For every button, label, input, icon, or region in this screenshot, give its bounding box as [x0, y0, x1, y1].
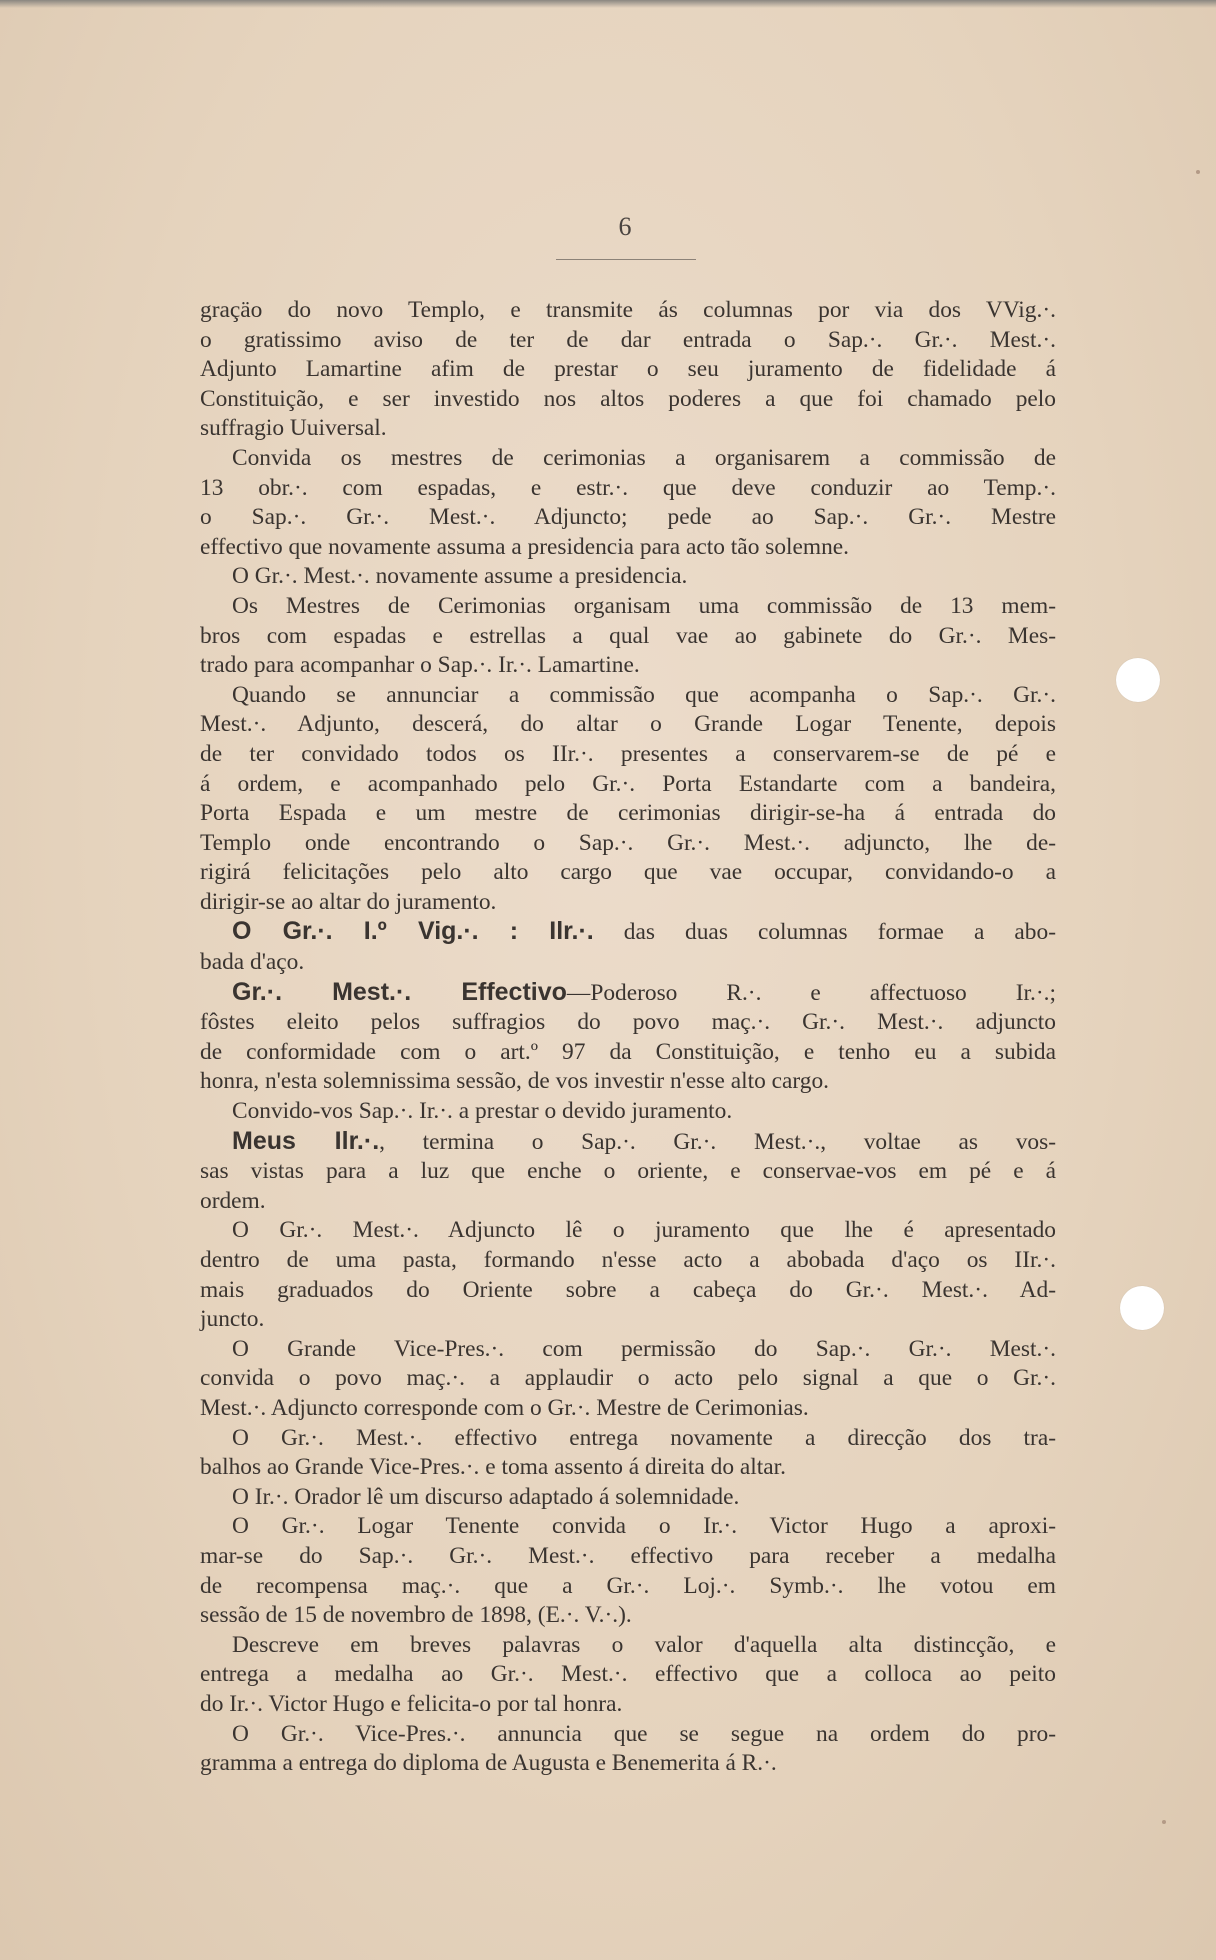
text-line: O Gr.·. Mest.·. effectivo entrega novamente a direcção dos tra- [232, 1424, 1056, 1451]
text-line: Mest.·. Adjuncto corresponde com o Gr.·. Mestre de Cerimonias. [200, 1394, 809, 1421]
text-line: sessão de 15 de novembro de 1898, (E.·. V.·.). [200, 1602, 632, 1629]
text-line [200, 1127, 1056, 1158]
paragraph [200, 444, 1056, 562]
text-line: O Gr.·. Mest.·. novamente assume a presidencia. [232, 563, 688, 590]
text-line: de recompensa maç.·. que a Gr.·. Loj.·. Symb.·. lhe votou em [200, 1572, 1056, 1599]
text-line: dirigir-se ao altar do juramento. [200, 888, 497, 915]
text-line: Constituição, e ser investido nos altos poderes a que foi chamado pelo [200, 385, 1056, 412]
text-line: de ter convidado todos os IIr.·. presentes a conservarem-se de pé e [200, 740, 1056, 767]
paragraph [200, 1483, 1056, 1513]
paragraph [200, 1127, 1056, 1217]
text-line: 13 obr.·. com espadas, e estr.·. que deve conduzir ao Temp.·. [200, 474, 1056, 501]
text-line: bros com espadas e estrellas a qual vae ao gabinete do Gr.·. Mes- [200, 622, 1056, 649]
text-line: de conformidade com o art.º 97 da Constituição, e tenho eu a subida [200, 1038, 1056, 1065]
paragraph [200, 1424, 1056, 1483]
paragraph [200, 978, 1056, 1097]
text-line: bada d'aço. [200, 949, 305, 976]
text-line: mar-se do Sap.·. Gr.·. Mest.·. effectivo para receber a medalha [200, 1542, 1056, 1569]
speaker-label: Gr.·. Mest.·. Effectivo [232, 977, 567, 1006]
text-line: dentro de uma pasta, formando n'esse acto a abobada d'aço os IIr.·. [200, 1247, 1056, 1273]
text-line: Os Mestres de Cerimonias organisam uma commissão de 13 mem- [232, 592, 1056, 619]
text-line: O Gr.·. Vice-Pres.·. annuncia que se segue na ordem do pro- [232, 1720, 1056, 1747]
paragraph [200, 1720, 1056, 1779]
text-line: suffragio Uuiversal. [200, 415, 387, 442]
text-line: ordem. [200, 1187, 266, 1214]
text-line: á ordem, e acompanhado pelo Gr.·. Porta Estandarte com a bandeira, [200, 770, 1056, 797]
text-line: gramma a entrega do diploma de Augusta e Benemerita á R.·. [200, 1750, 777, 1777]
text-line: O Grande Vice-Pres.·. com permissão do Sap.·. Gr.·. Mest.·. [232, 1335, 1056, 1362]
paragraph [200, 1335, 1056, 1424]
line-text: das duas columnas formae a abo- [593, 919, 1056, 946]
paragraph [200, 1097, 1056, 1127]
text-line: trado para acompanhar o Sap.·. Ir.·. Lamartine. [200, 652, 640, 679]
page-number-rule [556, 259, 696, 260]
text-line: entrega a medalha ao Gr.·. Mest.·. effectivo que a colloca ao peito [200, 1661, 1056, 1688]
line-text: —Poderoso R.·. e affectuoso Ir.·.; [566, 979, 1056, 1006]
paper-fleck [1196, 170, 1200, 174]
paragraph [200, 1631, 1056, 1720]
text-line: juncto. [200, 1306, 265, 1333]
page-top-edge [0, 0, 1216, 8]
text-line: mais graduados do Oriente sobre a cabeça do Gr.·. Mest.·. Ad- [200, 1276, 1056, 1303]
text-line: Adjunto Lamartine afim de prestar o seu juramento de fidelidade á [200, 356, 1056, 383]
paragraph [200, 562, 1056, 592]
text-line: O Gr.·. Logar Tenente convida o Ir.·. Victor Hugo a aproxi- [232, 1513, 1056, 1540]
speaker-label: Meus Ilr.·. [232, 1126, 380, 1155]
paragraph [200, 296, 1056, 444]
paragraph [200, 1512, 1056, 1630]
text-line: convida o povo maç.·. a applaudir o acto pelo signal a que o Gr.·. [200, 1365, 1056, 1392]
paragraph [200, 1216, 1056, 1334]
text-line: effectivo que novamente assuma a presidencia para acto tão solemne. [200, 533, 850, 560]
text-line: O Ir.·. Orador lê um discurso adaptado á solemnidade. [232, 1483, 740, 1510]
text-line: Porta Espada e um mestre de cerimonias dirigir-se-ha á entrada do [200, 800, 1056, 827]
text-line: graçäo do novo Templo, e transmite ás columnas por via dos VVig.·. [200, 297, 1056, 323]
text-line [200, 917, 1056, 948]
binder-hole-bottom [1120, 1286, 1164, 1330]
text-line: Quando se annunciar a commissão que acompanha o Sap.·. Gr.·. [232, 681, 1056, 708]
paragraph [200, 681, 1056, 918]
text-line: Convida os mestres de cerimonias a organisarem a commissão de [232, 444, 1056, 471]
text-line: balhos ao Grande Vice-Pres.·. e toma assento á direita do altar. [200, 1454, 786, 1481]
text-line: Mest.·. Adjunto, descerá, do altar o Grande Logar Tenente, depois [200, 711, 1056, 738]
text-line: rigirá felicitações pelo alto cargo que vae occupar, convidando-o a [200, 859, 1056, 886]
text-line: Descreve em breves palavras o valor d'aquella alta distincção, e [232, 1631, 1056, 1658]
line-text: , termina o Sap.·. Gr.·. Mest.·., voltae as vos- [379, 1128, 1056, 1155]
text-line: o Sap.·. Gr.·. Mest.·. Adjuncto; pede ao Sap.·. Gr.·. Mestre [200, 504, 1056, 531]
text-line: do Ir.·. Victor Hugo e felicita-o por tal honra. [200, 1690, 623, 1717]
text-line: sas vistas para a luz que enche o oriente, e conservae-vos em pé e á [200, 1158, 1056, 1185]
paper-fleck [1162, 1820, 1166, 1824]
speaker-label: O Gr.·. I.º Vig.·. : Ilr.·. [232, 917, 594, 946]
page-number: 6 [618, 212, 632, 241]
text-line: honra, n'esta solemnissima sessão, de vos investir n'esse alto cargo. [200, 1068, 830, 1095]
text-line: O Gr.·. Mest.·. Adjuncto lê o juramento que lhe é apresentado [232, 1217, 1056, 1244]
text-line: Templo onde encontrando o Sap.·. Gr.·. Mest.·. adjuncto, lhe de- [200, 829, 1056, 856]
text-line [200, 978, 1056, 1009]
paragraph [200, 592, 1056, 681]
paragraph [200, 917, 1056, 977]
text-line: fôstes eleito pelos suffragios do povo maç.·. Gr.·. Mest.·. adjuncto [200, 1009, 1056, 1036]
text-line: Convido-vos Sap.·. Ir.·. a prestar o devido juramento. [232, 1098, 733, 1125]
text-line: o gratissimo aviso de ter de dar entrada o Sap.·. Gr.·. Mest.·. [200, 326, 1056, 353]
binder-hole-top [1116, 658, 1160, 702]
body-text [200, 296, 1056, 1779]
